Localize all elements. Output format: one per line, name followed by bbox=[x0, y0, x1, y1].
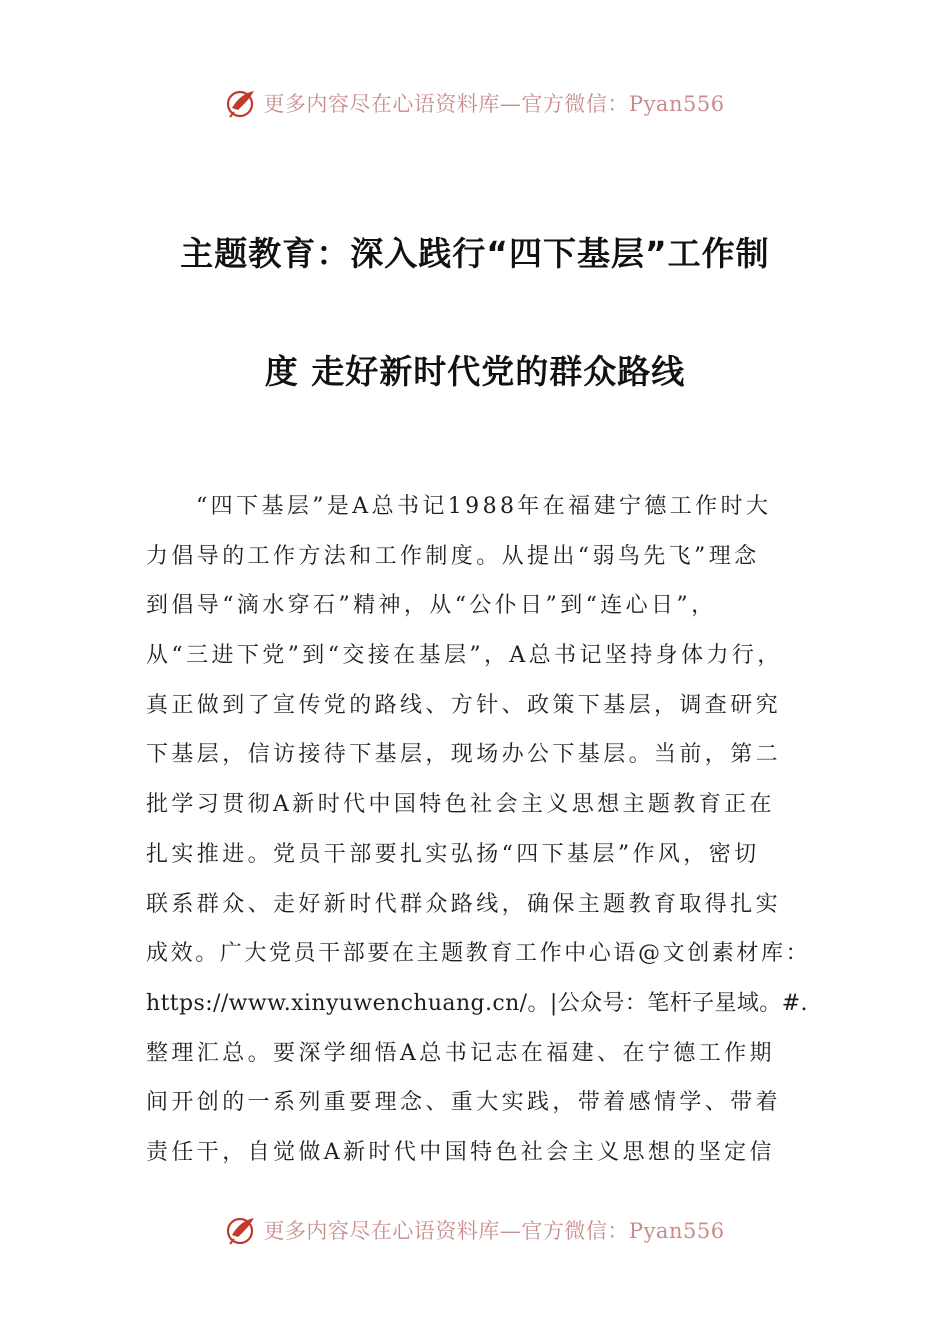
text-line: https://www.xinyuwenchuang.cn/。|公众号：笔杆子星域。#. bbox=[146, 990, 808, 1016]
text-line: 到倡导“滴水穿石”精神，从“公仆日”到“连心日”， bbox=[146, 593, 717, 619]
text-line: 批学习贯彻A新时代中国特色社会主义思想主题教育正在 bbox=[146, 792, 775, 818]
text-line: 成效。广大党员干部要在主题教育工作中心语@文创素材库： bbox=[146, 941, 811, 967]
text-line: 从“三进下党”到“交接在基层”，A总书记坚持身体力行， bbox=[146, 643, 783, 669]
pen-logo-icon bbox=[225, 86, 259, 120]
text-line: 力倡导的工作方法和工作制度。从提出“弱鸟先飞”理念 bbox=[146, 543, 760, 569]
pen-logo-icon bbox=[225, 1213, 259, 1247]
watermark-text: 更多内容尽在心语资料库—官方微信：Pyan556 bbox=[263, 92, 725, 116]
document-title-line-1: 主题教育：深入践行“四下基层”工作制 bbox=[180, 234, 770, 273]
text-line: 扎实推进。党员干部要扎实弘扬“四下基层”作风，密切 bbox=[146, 841, 760, 867]
text-line: 联系群众、走好新时代群众路线，确保主题教育取得扎实 bbox=[146, 891, 782, 917]
text-line: 真正做到了宣传党的路线、方针、政策下基层，调查研究 bbox=[146, 692, 782, 718]
text-line: 间开创的一系列重要理念、重大实践，带着感情学、带着 bbox=[146, 1090, 782, 1116]
body-paragraph bbox=[146, 482, 814, 1178]
document-title-line-2: 度 走好新时代党的群众路线 bbox=[264, 352, 686, 391]
text-line: 整理汇总。要深学细悟A总书记志在福建、在宁德工作期 bbox=[146, 1040, 775, 1066]
watermark-text: 更多内容尽在心语资料库—官方微信：Pyan556 bbox=[263, 1219, 725, 1243]
text-line: 下基层，信访接待下基层，现场办公下基层。当前，第二 bbox=[146, 742, 782, 768]
footer-watermark bbox=[0, 1210, 950, 1250]
text-line: “四下基层”是A总书记1988年在福建宁德工作时大 bbox=[196, 494, 772, 519]
header-watermark bbox=[0, 83, 950, 123]
text-line: 责任干，自觉做A新时代中国特色社会主义思想的坚定信 bbox=[146, 1139, 775, 1165]
